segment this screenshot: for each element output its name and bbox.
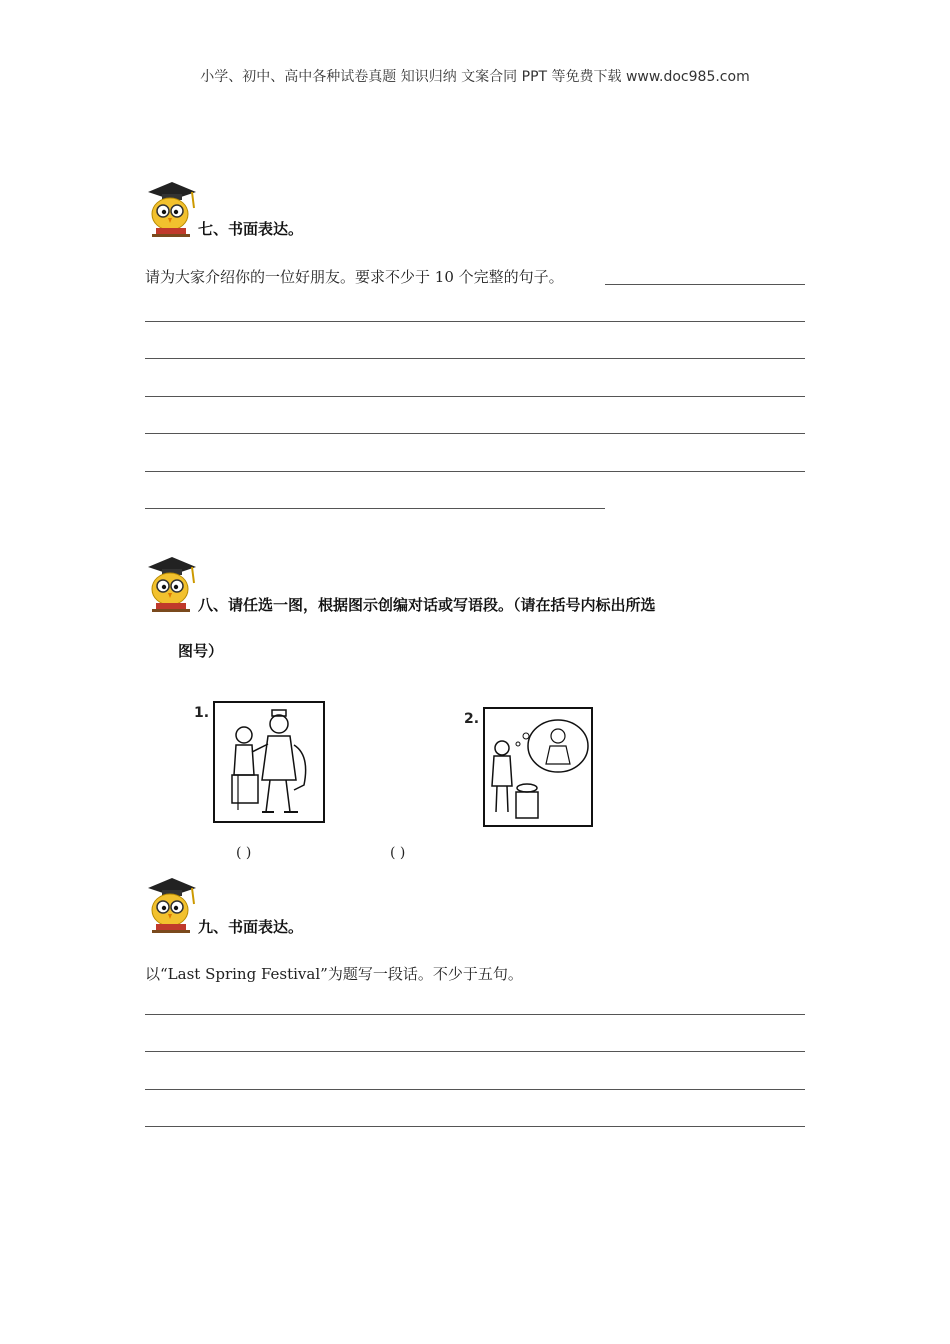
answer-line[interactable]: [145, 471, 805, 472]
section-7-title: 七、书面表达。: [198, 220, 304, 238]
figure-2-phone-call[interactable]: [482, 706, 596, 830]
answer-line[interactable]: [145, 1014, 805, 1015]
answer-line[interactable]: [605, 284, 805, 285]
owl-graduate-icon: [142, 555, 198, 613]
section-9-title: 九、书面表达。: [198, 918, 304, 936]
answer-line[interactable]: [145, 358, 805, 359]
owl-graduate-icon: [142, 876, 198, 934]
answer-line[interactable]: [145, 1126, 805, 1127]
answer-line[interactable]: [145, 508, 605, 509]
section-7-prompt: 请为大家介绍你的一位好朋友。要求不少于 10 个完整的句子。: [145, 268, 564, 286]
owl-graduate-icon: [142, 180, 198, 238]
answer-line[interactable]: [145, 1089, 805, 1090]
page-header: 小学、初中、高中各种试卷真题 知识归纳 文案合同 PPT 等免费下载 www.doc985.com: [200, 69, 750, 85]
section-9-prompt: 以“Last Spring Festival”为题写一段话。不少于五句。: [145, 965, 523, 983]
figure-1-number: 1.: [194, 705, 210, 721]
answer-line[interactable]: [145, 321, 805, 322]
section-8-title-cont: 图号）: [178, 642, 224, 660]
answer-line[interactable]: [145, 433, 805, 434]
answer-line[interactable]: [145, 1051, 805, 1052]
figure-2-answer-parens[interactable]: ( ): [390, 845, 406, 861]
figure-1-doctor-patient[interactable]: [212, 700, 328, 828]
figure-1-answer-parens[interactable]: ( ): [236, 845, 252, 861]
answer-line[interactable]: [145, 396, 805, 397]
section-8-title: 八、请任选一图，根据图示创编对话或写语段。（请在括号内标出所选: [198, 596, 656, 614]
figure-2-number: 2.: [464, 711, 480, 727]
